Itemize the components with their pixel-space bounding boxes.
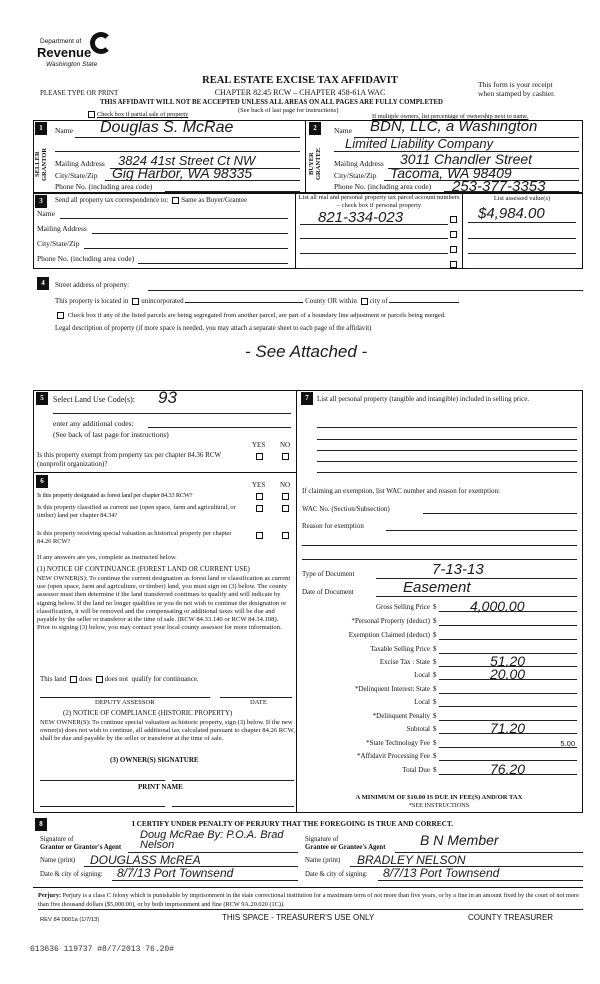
deputy-assessor-line[interactable]	[40, 697, 210, 698]
current-use-question: Is this property classified as current use (open space, farm and agricultural, or timber) land per chapter 84.34?	[37, 504, 236, 519]
buyer-name-field-2[interactable]: Limited Liability Company	[345, 136, 494, 151]
no-header: NO	[280, 441, 291, 449]
buyer-phone-field[interactable]: 253-377-3353	[452, 178, 546, 195]
seller-side-label: SELLER GRANTOR	[34, 147, 48, 181]
print-name-line[interactable]	[172, 806, 294, 807]
print-name-line[interactable]	[40, 806, 165, 807]
partial-sale-label: Check box if partial sale of property	[97, 111, 189, 118]
buyer-address-field[interactable]: 3011 Chandler Street	[400, 151, 533, 167]
forest-question: Is this property designated as forest land per chapter 84.33 RCW?	[37, 492, 193, 499]
fee-label: *Delinquent Interest: State	[354, 685, 430, 693]
street-address-label: Street address of property:	[55, 281, 130, 289]
send-to-label: Send all property tax correspondence to:	[55, 196, 169, 204]
exempt-yes-checkbox[interactable]	[256, 453, 263, 460]
fee-label: *Personal Property (deduct)	[351, 617, 430, 625]
historic-no-checkbox[interactable]	[282, 532, 289, 539]
county-label: County OR within	[305, 297, 357, 305]
seller-address-field[interactable]: 3824 41st Street Ct NW	[118, 153, 256, 168]
land-use-label: Select Land Use Code(s):	[53, 395, 135, 404]
logo-mark-icon	[90, 32, 112, 54]
grantor-date-label: Date & city of signing:	[40, 871, 103, 878]
forest-no-checkbox[interactable]	[282, 493, 289, 500]
fee-line	[439, 639, 577, 640]
assessed-header: List assessed value(s)	[493, 195, 551, 202]
this-land-label: This land	[40, 675, 67, 683]
legal-description-field[interactable]: - See Attached -	[245, 342, 368, 361]
fee-label: Subtotal	[406, 725, 430, 733]
parcel-number-field[interactable]: 821-334-023	[318, 209, 404, 226]
receipt-note-2: when stamped by cashier.	[478, 89, 556, 98]
grantee-date-label: Date & city of signing:	[305, 871, 368, 878]
same-as-buyer-checkbox[interactable]	[172, 197, 179, 204]
grantee-signature-label: Signature of	[305, 836, 339, 843]
section-number: 8	[35, 818, 47, 831]
fee-value-field[interactable]: 4,000.00	[470, 598, 525, 614]
buyer-city-field[interactable]: Tacoma, WA 98409	[390, 165, 512, 181]
section-number: 3	[35, 195, 47, 208]
fee-value-field[interactable]: 51.20	[490, 653, 526, 669]
date-of-document-label: Date of Document	[302, 588, 354, 596]
reason-field[interactable]	[386, 530, 577, 531]
notice-compliance-text: NEW OWNER(S): To continue special valuation as historic property, sign (3) below. If the new owner(s) does not wish to continue, all additional tax calculated pursuant to chapter 84.26 RCW, shall be due and payable by the seller or transferor at the time of sale.	[40, 719, 295, 742]
buyer-city-label: City/State/Zip	[334, 171, 377, 180]
additional-codes-label: enter any additional codes:	[53, 419, 134, 428]
form-chapter: CHAPTER 82.45 RCW – CHAPTER 458-61A WAC	[214, 88, 386, 97]
grantor-date-field[interactable]: 8/7/13 Port Townsend	[117, 866, 234, 880]
date-of-document-field[interactable]: Easement	[403, 579, 471, 596]
logo-line1: Department of	[40, 38, 82, 45]
city-of-label: city of	[369, 297, 388, 305]
dollar-sign: $	[433, 658, 437, 666]
current-use-yes-checkbox[interactable]	[256, 505, 263, 512]
fee-label: Local	[414, 671, 430, 679]
grantee-name-label: Name (print)	[305, 857, 341, 864]
fee-value-field[interactable]: 20.00	[490, 666, 526, 682]
fee-value-field[interactable]: 71.20	[490, 720, 526, 736]
personal-property-checkbox[interactable]	[450, 231, 457, 238]
multiple-owners-note: If multiple owners, list percentage of ownership next to name.	[372, 113, 529, 120]
perjury-text: Perjury is a class C felony which is punishable by imprisonment in the state correctional institution for a maximum term of not more than five years, or by a fine in an amount fixed by the court of not more than five thousand dollars ($5,000.00), or by both imprisonment and fine (RCW 9A.20.020 (1C)).	[38, 892, 579, 908]
fee-value-field[interactable]: 5.00	[560, 739, 575, 748]
buyer-name-field[interactable]: BDN, LLC, a Washington	[370, 118, 538, 135]
exempt-question: Is this property exempt from property tax per chapter 84.36 RCW (nonprofit organization)?	[37, 451, 221, 468]
yes-header: YES	[252, 441, 266, 449]
wac-label: WAC No. (Section/Subsection)	[302, 505, 390, 513]
yes-header: YES	[252, 481, 266, 489]
does-not-label: does not	[104, 675, 129, 683]
fee-label: Taxable Selling Price	[370, 645, 430, 653]
unincorporated-checkbox[interactable]	[132, 298, 139, 305]
dollar-sign: $	[433, 645, 437, 653]
does-label: does	[79, 675, 92, 683]
dollar-sign: $	[433, 617, 437, 625]
current-use-no-checkbox[interactable]	[282, 505, 289, 512]
qualify-label: qualify for continuance.	[131, 675, 199, 683]
buyer-address-label: Mailing Address	[334, 159, 384, 168]
fee-label: Local	[414, 698, 430, 706]
dollar-sign: $	[433, 752, 437, 760]
grantor-signature-label: Signature of	[40, 836, 74, 843]
seller-city-label: City/State/Zip	[55, 171, 98, 180]
section-number: 5	[36, 392, 48, 405]
owner-signature-line[interactable]	[172, 780, 294, 781]
segregated-label: Check box if any of the listed parcels are being segregated from another parcel, are part of a boundary line adjustment or parcels being merged.	[67, 312, 446, 320]
dollar-sign: $	[433, 739, 437, 747]
partial-sale-checkbox[interactable]	[86, 111, 188, 119]
grantor-name-label: Name (print)	[40, 857, 76, 864]
notice-continuance-text: NEW OWNER(S): To continue the current designation as forest land or classification as current use (open space, farm and agriculture, or timber) land, you must sign on (3) below. The county assessor must then determine if the land transferred continues to qualify and will indicate by signing below. If the land no longer qualifies or you do not wish to continue the designation or classification, it will be removed and the compensating or additional taxes will be due and payable by the seller or transferor at the time of sale. (RCW 84.33.140 or RCW 84.34.108). Prior to signing (3) below, you may contact your local county assessor for more information.	[37, 575, 291, 632]
divider	[305, 120, 306, 193]
historic-question: Is this property receiving special valuation as historical property per chapter 84.26 RCW?	[37, 530, 232, 545]
certify-statement: I CERTIFY UNDER PENALTY OF PERJURY THAT THE FOREGOING IS TRUE AND CORRECT.	[132, 819, 454, 828]
legal-description-label: Legal description of property (if more space is needed, you may attach a separate sheet to each page of the affidavit)	[55, 325, 372, 332]
seller-name-field[interactable]: Douglas S. McRae	[100, 119, 234, 136]
see-back: (See back of last page for instructions)	[238, 107, 339, 114]
dollar-sign: $	[433, 631, 437, 639]
wac-field[interactable]	[423, 513, 577, 514]
minimum-note: A MINIMUM OF $10.00 IS DUE IN FEE(S) AND/OR TAX	[355, 794, 523, 801]
grantee-signature[interactable]: B N Member	[420, 832, 499, 848]
corr-city-label: City/State/Zip	[37, 239, 80, 248]
fee-value-field[interactable]: 76.20	[490, 761, 526, 777]
buyer-phone-label: Phone No. (including area code)	[334, 182, 432, 191]
historic-yes-checkbox[interactable]	[256, 532, 263, 539]
personal-property-label: List all personal property (tangible and intangible) included in selling price.	[317, 395, 530, 403]
dollar-sign: $	[433, 766, 437, 774]
grantee-name-field[interactable]: BRADLEY NELSON	[357, 853, 466, 867]
fee-label: *State Technology Fee	[366, 739, 430, 747]
grantor-agent-label: Grantor or Grantor's Agent	[40, 844, 122, 851]
owner-signature-line[interactable]	[40, 780, 165, 781]
see-back-label: (See back of last page for instructions)	[53, 430, 169, 439]
dollar-sign: $	[433, 603, 437, 611]
personal-property-checkbox[interactable]	[450, 261, 457, 268]
does-checkbox[interactable]	[70, 676, 77, 683]
personal-property-checkbox[interactable]	[450, 216, 457, 223]
type-of-document-field[interactable]: 7-13-13	[432, 561, 484, 578]
fee-label: *Affidavit Processing Fee	[357, 752, 430, 760]
reason-label: Reason for exemption	[302, 522, 364, 530]
logo-line2: Revenue	[37, 45, 92, 60]
street-address-field[interactable]	[148, 290, 583, 291]
exempt-no-checkbox[interactable]	[282, 453, 289, 460]
city-checkbox[interactable]	[361, 298, 368, 305]
same-as-buyer-label: Same as Buyer/Grantee	[181, 196, 248, 204]
section-number: 7	[301, 392, 313, 405]
seller-address-label: Mailing Address	[55, 159, 105, 168]
warning: THIS AFFIDAVIT WILL NOT BE ACCEPTED UNLESS ALL AREAS ON ALL PAGES ARE FULLY COMPLETED	[100, 99, 443, 106]
notice-continuance-title: (1) NOTICE OF CONTINUANCE (FOREST LAND OR CURRENT USE)	[37, 565, 250, 573]
print-name-label: PRINT NAME	[138, 783, 183, 791]
please-type: PLEASE TYPE OR PRINT	[40, 89, 119, 97]
seller-phone-label: Phone No. (including area code)	[55, 182, 153, 191]
parcel-header: List all real and personal property tax parcel account numbers – check box if personal property	[298, 194, 460, 209]
section-number: 1	[35, 122, 47, 135]
fee-line	[439, 706, 577, 707]
fee-line	[439, 747, 577, 748]
form-title: REAL ESTATE EXCISE TAX AFFIDAVIT	[202, 75, 398, 86]
grantor-name-field[interactable]: DOUGLASS McREA	[90, 853, 201, 867]
forest-yes-checkbox[interactable]	[256, 493, 263, 500]
date-line[interactable]	[220, 697, 292, 698]
seller-name-label: Name	[55, 126, 73, 135]
corr-name-label: Name	[37, 209, 55, 218]
personal-property-checkbox[interactable]	[450, 246, 457, 253]
corr-address-label: Mailing Address	[37, 224, 87, 233]
located-label: This property is located in	[55, 297, 129, 305]
section-number: 2	[309, 122, 321, 135]
receipt-note-1: This form is your receipt	[478, 80, 553, 89]
form-revision: REV 84 0001a (1/7/13)	[40, 917, 100, 923]
type-of-document-label: Type of Document	[302, 570, 355, 578]
additional-codes-field[interactable]	[148, 427, 291, 428]
buyer-name-label: Name	[334, 126, 352, 135]
buyer-side-label: BUYER GRANTEE	[308, 147, 322, 181]
fee-label: Excise Tax : State	[379, 658, 430, 666]
dollar-sign: $	[433, 671, 437, 679]
seller-city-field[interactable]: Gig Harbor, WA 98335	[112, 165, 253, 181]
no-header: NO	[280, 481, 291, 489]
date-label: DATE	[250, 699, 267, 706]
dollar-sign: $	[433, 725, 437, 733]
dollar-sign: $	[433, 712, 437, 720]
section-number: 6	[36, 475, 48, 488]
if-yes-note: If any answers are yes, complete as instructed below.	[37, 554, 177, 561]
exemption-label: If claiming an exemption, list WAC number and reason for exemption:	[302, 487, 500, 495]
fee-line	[439, 693, 577, 694]
corr-phone-label: Phone No. (including area code)	[37, 254, 135, 263]
fee-label: *Delinquent Penalty	[372, 712, 430, 720]
grantor-signature[interactable]: Doug McRae By: P.O.A. Brad Nelson	[140, 829, 284, 851]
grantee-agent-label: Grantee or Grantee's Agent	[305, 844, 386, 851]
unincorporated-label: unincorporated	[141, 297, 184, 305]
segregated-checkbox[interactable]	[57, 312, 64, 319]
receipt-stamp: 613636 119737 #8/7/2013 76.20#	[30, 945, 175, 954]
see-instructions-note: *SEE INSTRUCTIONS	[408, 802, 470, 809]
assessed-value-field[interactable]: $4,984.00	[478, 205, 545, 222]
does-not-checkbox[interactable]	[96, 676, 103, 683]
notice-compliance-title: (2) NOTICE OF COMPLIANCE (HISTORIC PROPERTY)	[63, 709, 233, 717]
perjury-label: Perjury:	[38, 892, 62, 899]
deputy-assessor-label: DEPUTY ASSESSOR	[95, 699, 155, 706]
fee-label: Total Due	[402, 766, 430, 774]
treasurer-use-label: THIS SPACE - TREASURER'S USE ONLY	[222, 913, 375, 922]
logo-line3: Washington State	[46, 61, 98, 68]
grantee-date-field[interactable]: 8/7/13 Port Townsend	[383, 866, 500, 880]
fee-label: Exemption Claimed (deduct)	[348, 631, 430, 639]
land-use-code-field[interactable]: 93	[158, 388, 177, 407]
section-number: 4	[37, 277, 49, 290]
dollar-sign: $	[433, 698, 437, 706]
dollar-sign: $	[433, 685, 437, 693]
owner-signature-title: (3) OWNER(S) SIGNATURE	[110, 756, 199, 764]
county-treasurer-label: COUNTY TREASURER	[468, 913, 554, 922]
fee-label: Gross Selling Price	[375, 603, 430, 611]
fee-line	[439, 625, 577, 626]
